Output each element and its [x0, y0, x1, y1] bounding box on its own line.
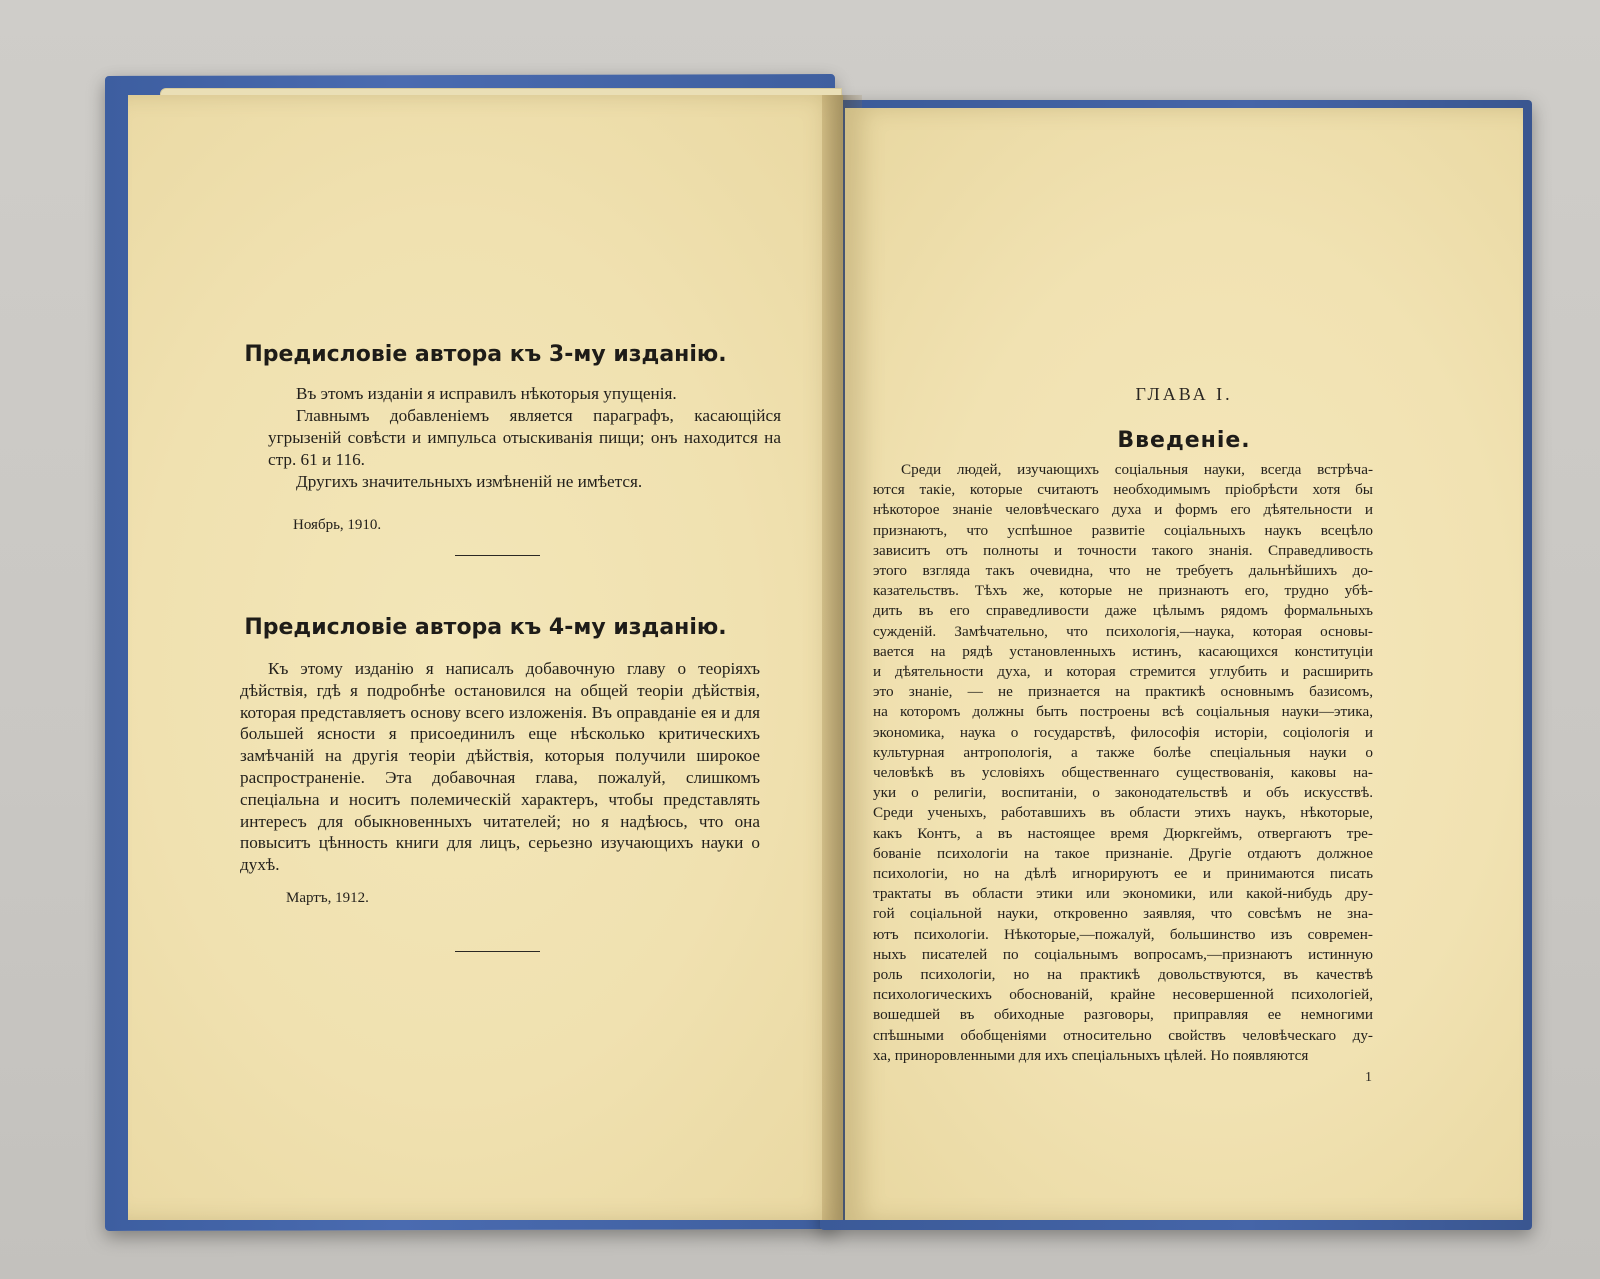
chapter-body-line: зависитъ отъ полноты и точности такого знанія. Справедливость	[873, 541, 1373, 559]
right-page	[845, 108, 1523, 1220]
chapter-body-line: психологіи, но на дѣлѣ игнорируютъ ее и принимаются писать	[873, 865, 1373, 883]
chapter-body-line: Среди людей, изучающихъ соціальныя науки, всегда встрѣча-	[901, 461, 1373, 478]
chapter-body-line: роль психологіи, но на практикѣ довольствуются, въ качествѣ	[873, 966, 1373, 984]
chapter-body-line: на которомъ должны быть построены всѣ соціальныя науки—этика,	[873, 703, 1373, 721]
chapter-body-line: Среди ученыхъ, работавшихъ въ области этихъ наукъ, нѣкоторые,	[873, 804, 1373, 822]
page-number: 1	[1365, 1070, 1372, 1085]
chapter-body-line: сужденій. Замѣчательно, что психологія,—наука, которая основы-	[873, 622, 1373, 640]
preface-4-title: Предисловіе автора къ 4-му изданію.	[244, 615, 727, 640]
preface-3-title: Предисловіе автора къ 3-му изданію.	[244, 342, 727, 367]
chapter-body-line: нѣкоторое знаніе человѣческаго духа и формъ его дѣятельности и	[873, 501, 1373, 519]
chapter-body-line: человѣкѣ въ условіяхъ общественнаго существованія, каковы на-	[873, 764, 1373, 782]
chapter-body-line: дить въ его справедливости даже цѣлымъ рядомъ формальныхъ	[873, 602, 1373, 620]
chapter-body-line: экономика, наука о государствѣ, философія исторіи, соціологія и	[873, 723, 1373, 741]
preface-3-paragraph: Другихъ значительныхъ измѣненій не имѣется.	[296, 472, 643, 491]
chapter-title: Введеніе.	[1117, 428, 1251, 453]
chapter-body	[873, 460, 1373, 1066]
chapter-body-line: какъ Контъ, а въ настоящее время Дюркгеймъ, отвергаютъ тре-	[873, 824, 1373, 842]
chapter-body-line: вается на рядѣ установленныхъ истинъ, касающихся конституціи	[873, 642, 1373, 660]
preface-3-paragraph: Главнымъ добавленіемъ является параграфъ, касающійся угрызеній совѣсти и импульса отыскиванія пищи; онъ находится на стр. 61 и 116.	[268, 406, 781, 469]
chapter-body-line: ютъ психологіи. Нѣкоторые,—пожалуй, большинство изъ современ-	[873, 925, 1373, 943]
separator-rule	[455, 951, 540, 952]
chapter-body-line: спѣшными обобщеніями относительно свойствъ человѣческаго ду-	[873, 1026, 1373, 1044]
preface-4-date: Мартъ, 1912.	[286, 890, 369, 906]
chapter-body-line: трактаты въ области этики или экономики, или какой-нибудь дру-	[873, 885, 1373, 903]
chapter-body-line: этого взгляда такъ очевидна, что не требуетъ дальнѣйшихъ до-	[873, 562, 1373, 580]
chapter-body-line: ются такіе, которые считаютъ необходимымъ пріобрѣсти хотя бы	[873, 481, 1373, 499]
preface-3-paragraph: Въ этомъ изданіи я исправилъ нѣкоторыя упущенія.	[296, 384, 677, 403]
left-page	[128, 95, 843, 1220]
chapter-body-line: это знаніе, — не признается на практикѣ основнымъ базисомъ,	[873, 683, 1373, 701]
chapter-body-line: ха, приноровленными для ихъ спеціальныхъ цѣлей. Но появляются	[873, 1046, 1309, 1064]
chapter-body-line: психологическихъ обоснованій, крайне несовершенной психологіей,	[873, 986, 1373, 1004]
chapter-body-line: и дѣятельности духа, и которая стремится углубить и расширить	[873, 663, 1373, 681]
separator-rule	[455, 555, 540, 556]
chapter-body-line: бованіе психологіи на такое признаніе. Другіе отдаютъ должное	[873, 844, 1373, 862]
chapter-body-line: ныхъ писателей по соціальнымъ вопросамъ,—признаютъ истинную	[873, 945, 1373, 963]
chapter-body-line: казательствъ. Тѣхъ же, которые не признаютъ его, трудно убѣ-	[873, 582, 1373, 600]
chapter-body-line: гой соціальной науки, откровенно заявляя, что совсѣмъ не зна-	[873, 905, 1373, 923]
chapter-body-line: культурная антропологія, а также болѣе спеціальныя науки о	[873, 743, 1373, 761]
preface-4-paragraph: Къ этому изданію я написалъ добавочную главу о теоріяхъ дѣйствія, гдѣ я подробнѣе остановился на общей теоріи дѣйствія, которая представляетъ основу всего изложенія. Въ оправданіе ея и для большей ясности я присоединилъ еще нѣсколько критическихъ замѣчаній на другія теоріи дѣйствія, которыя получили широкое распространеніе. Эта добавочная глава, пожалуй, слишкомъ спеціальна и носитъ полемическій характеръ, чтобы представлять интересъ для обыкновенныхъ читателей; но я надѣюсь, что она повыситъ цѣнность книги для лицъ, серьезно изучающихъ науки о духѣ.	[240, 659, 760, 875]
chapter-body-line: вошедшей въ обиходные разговоры, приправляя ее немногими	[873, 1006, 1373, 1024]
preface-3-date: Ноябрь, 1910.	[293, 517, 382, 533]
chapter-label: ГЛАВА I.	[1135, 384, 1233, 404]
chapter-body-line: уки о религіи, воспитаніи, о законодательствѣ и объ искусствѣ.	[873, 784, 1373, 802]
preface-4-body	[240, 658, 760, 876]
chapter-body-line: признаютъ, что успѣшное развитіе соціальныхъ наукъ всецѣло	[873, 521, 1373, 539]
preface-3-body	[268, 383, 781, 493]
